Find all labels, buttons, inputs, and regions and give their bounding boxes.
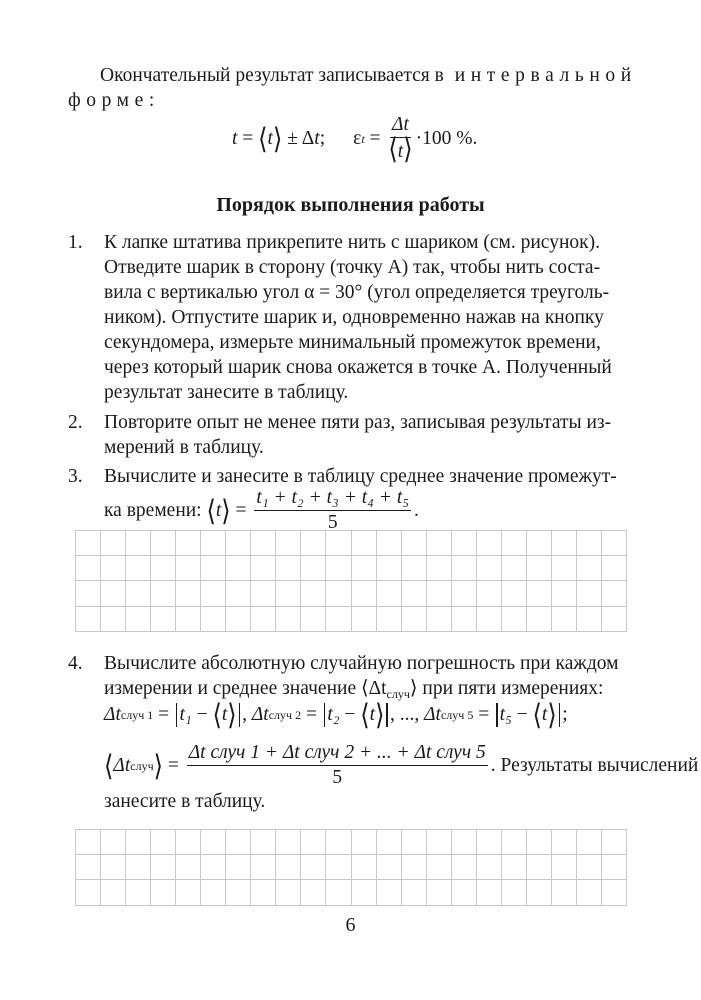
table-cell	[176, 830, 201, 855]
table-cell	[477, 880, 502, 905]
fraction-numerator: t₁ + t₂ + t₃ + t₄ + t₅	[254, 487, 411, 511]
step-2-line-1: Повторите опыт не менее пяти раз, записывая результаты из-	[104, 412, 612, 433]
table-cell	[352, 581, 377, 606]
mean-trail-text: . Результаты вычислений	[490, 755, 699, 776]
table-cell	[251, 880, 276, 905]
table-cell	[176, 556, 201, 581]
table-cell	[176, 531, 201, 556]
fraction-denominator: 5	[327, 512, 338, 533]
table-cell	[602, 880, 627, 905]
formula-mean-t: t	[267, 128, 273, 149]
mean-time-formula: ка времени: ⟨ t ⟩ = $\frac{\text{t₁ + t₂ + t₃ + t₄ + t₅}}{5}$ .	[104, 487, 419, 533]
table-cell	[301, 581, 326, 606]
table-cell	[76, 880, 101, 905]
table-cell	[101, 830, 126, 855]
table-cell	[201, 556, 226, 581]
table-cell	[326, 880, 351, 905]
table-cell	[452, 556, 477, 581]
fraction-numerator: Δt случ 1 + Δt случ 2 + ... + Δt случ 5	[187, 742, 488, 766]
relative-error-fraction: $\frac{\Delta t}{⟨t⟩}$	[388, 114, 413, 166]
formula-dt: t	[314, 128, 320, 149]
table-cell	[402, 556, 427, 581]
table-cell	[527, 855, 552, 880]
table-cell	[527, 531, 552, 556]
table-cell	[552, 581, 577, 606]
table-cell	[201, 607, 226, 632]
formula-epsilon-sub: t	[361, 131, 365, 146]
table-cell	[251, 531, 276, 556]
fraction-denominator: t	[397, 141, 404, 162]
formula-lhs: t	[215, 500, 222, 521]
mean-error-formula: ⟨ Δt случ ⟩ = $\frac{\text{Δt случ 1 + Δt случ 2 + ... + Δt случ 5}}{5}$ . Результаты вычислений	[104, 742, 699, 788]
section-title: Порядок выполнения работы	[216, 194, 485, 216]
table-cell	[276, 556, 301, 581]
table-cell	[402, 581, 427, 606]
table-cell	[201, 581, 226, 606]
table-cell	[452, 880, 477, 905]
table-cell	[352, 830, 377, 855]
table-cell	[452, 531, 477, 556]
table-cell	[477, 855, 502, 880]
table-cell	[76, 855, 101, 880]
table-cell	[352, 531, 377, 556]
table-cell	[301, 830, 326, 855]
table-cell	[602, 581, 627, 606]
step-4-number: 4.	[68, 653, 83, 674]
table-cell	[377, 607, 402, 632]
step-4-last-line: занесите в таблицу.	[104, 791, 266, 812]
dots: , ...,	[389, 704, 425, 725]
delta-t-2: Δt	[251, 704, 269, 725]
table-cell	[76, 581, 101, 606]
table-cell	[101, 556, 126, 581]
table-cell	[502, 531, 527, 556]
table-cell	[552, 556, 577, 581]
table-cell	[126, 855, 151, 880]
table-cell	[527, 556, 552, 581]
table-cell	[201, 531, 226, 556]
table-cell	[377, 830, 402, 855]
sub-1: случ 1	[120, 707, 154, 722]
table-cell	[251, 830, 276, 855]
table-cell	[452, 581, 477, 606]
table-cell	[452, 855, 477, 880]
table-cell	[477, 830, 502, 855]
table-cell	[552, 830, 577, 855]
step-1-line-4: ником). Отпустите шарик и, одновременно нажав на кнопку	[104, 307, 604, 328]
sub-5: случ 5	[440, 707, 474, 722]
table-cell	[101, 880, 126, 905]
table-cell	[502, 880, 527, 905]
table-cell	[427, 556, 452, 581]
table-cell	[126, 880, 151, 905]
step-4-text-a: измерении и среднее значение ⟨Δt	[104, 678, 387, 699]
left-angle: ⟨	[258, 124, 268, 156]
table-cell	[377, 581, 402, 606]
table-cell	[151, 556, 176, 581]
table-cell	[552, 855, 577, 880]
step-4-text-b: ⟩ при пяти измерениях:	[409, 678, 604, 699]
table-cell	[326, 830, 351, 855]
table-cell	[251, 855, 276, 880]
table-cell	[552, 531, 577, 556]
table-cell	[126, 556, 151, 581]
mean-lhs: Δt	[113, 755, 131, 776]
table-cell	[151, 855, 176, 880]
table-cell	[602, 531, 627, 556]
step-1-line-1: К лапке штатива прикрепите нить с шариком (см. рисунок).	[104, 232, 600, 253]
table-cell	[251, 556, 276, 581]
intro-line-1	[100, 64, 637, 89]
formula-semicolon: ;	[319, 128, 326, 149]
measurement-table-2	[75, 829, 627, 906]
table-cell	[577, 830, 602, 855]
table-cell	[477, 581, 502, 606]
step-1-line-7: результат занесите в таблицу.	[104, 382, 349, 403]
table-cell	[352, 880, 377, 905]
table-cell	[151, 880, 176, 905]
table-cell	[577, 880, 602, 905]
t-5: t₅	[499, 704, 512, 725]
table-cell	[326, 607, 351, 632]
table-cell	[301, 880, 326, 905]
table-cell	[502, 581, 527, 606]
table-cell	[502, 830, 527, 855]
table-cell	[101, 855, 126, 880]
sub-2: случ 2	[268, 707, 302, 722]
formula-pm: ± Δ	[282, 128, 315, 149]
table-cell	[552, 880, 577, 905]
table-cell	[151, 581, 176, 606]
table-cell	[527, 830, 552, 855]
table-cell	[502, 556, 527, 581]
table-cell	[226, 556, 251, 581]
table-cell	[602, 830, 627, 855]
fraction-numerator: Δt	[390, 114, 411, 138]
table-cell	[301, 531, 326, 556]
table-cell	[126, 830, 151, 855]
formula-end: ;	[562, 704, 568, 725]
table-cell	[126, 531, 151, 556]
table-cell	[352, 556, 377, 581]
table-cell	[76, 830, 101, 855]
table-cell	[201, 830, 226, 855]
table-cell	[126, 581, 151, 606]
intro-line-2: форме:	[68, 90, 160, 111]
table-cell	[477, 531, 502, 556]
table-cell	[276, 880, 301, 905]
formula-t: t	[232, 128, 238, 149]
table-cell	[101, 531, 126, 556]
step-1-line-6: через который шарик снова окажется в точке A. Полученный	[104, 357, 612, 378]
table-cell	[201, 855, 226, 880]
table-cell	[527, 880, 552, 905]
formula-eq: =	[237, 128, 259, 149]
delta-t-1: Δt	[104, 704, 121, 725]
step-1-line-2: Отведите шарик в сторону (точку A) так, чтобы нить соста-	[104, 257, 601, 278]
table-cell	[226, 607, 251, 632]
table-cell	[577, 581, 602, 606]
table-cell	[201, 880, 226, 905]
table-cell	[402, 855, 427, 880]
absolute-error-formula: Δt случ 1 = t₁ − ⟨ t ⟩ , Δt случ 2 = t₂ − ⟨ t ⟩ , ..., Δt случ 5 = t₅ − ⟨ t ⟩ ;	[104, 700, 568, 732]
table-cell	[176, 581, 201, 606]
table-cell	[477, 607, 502, 632]
step-2-line-2: мерений в таблицу.	[104, 437, 264, 458]
table-cell	[577, 607, 602, 632]
table-cell	[276, 607, 301, 632]
table-cell	[76, 607, 101, 632]
table-cell	[226, 880, 251, 905]
table-cell	[101, 607, 126, 632]
table-cell	[527, 607, 552, 632]
table-cell	[602, 607, 627, 632]
table-cell	[226, 830, 251, 855]
table-cell	[176, 607, 201, 632]
table-cell	[502, 855, 527, 880]
step-3-number: 3.	[68, 466, 83, 487]
table-cell	[276, 531, 301, 556]
intro-spaced-word: интервальной	[454, 65, 637, 86]
table-cell	[452, 830, 477, 855]
table-cell	[602, 855, 627, 880]
mean-lhs-sub: случ	[130, 758, 154, 773]
table-cell	[427, 830, 452, 855]
table-cell	[301, 556, 326, 581]
table-cell	[427, 581, 452, 606]
table-cell	[226, 855, 251, 880]
table-cell	[101, 581, 126, 606]
table-cell	[276, 581, 301, 606]
table-cell	[151, 607, 176, 632]
t-2: t₂	[327, 704, 340, 725]
table-cell	[326, 581, 351, 606]
table-cell	[301, 855, 326, 880]
mean-error-fraction	[187, 742, 488, 790]
step-4-line-1: Вычислите абсолютную случайную погрешность при каждом	[104, 653, 619, 674]
table-cell	[402, 607, 427, 632]
mean-time-fraction	[254, 487, 411, 535]
formula-prefix: ка времени:	[104, 500, 207, 521]
t-1: t₁	[179, 704, 192, 725]
table-cell	[577, 855, 602, 880]
table-cell	[602, 556, 627, 581]
table-cell	[176, 855, 201, 880]
measurement-table-1	[75, 530, 627, 632]
table-cell	[452, 607, 477, 632]
formula-percent: ·100 %.	[415, 128, 478, 149]
step-3-line-1: Вычислите и занесите в таблицу среднее значение промежут-	[104, 466, 617, 487]
table-cell	[377, 880, 402, 905]
table-cell	[552, 607, 577, 632]
table-cell	[352, 607, 377, 632]
table-cell	[301, 607, 326, 632]
table-cell	[151, 830, 176, 855]
table-cell	[402, 830, 427, 855]
table-cell	[502, 607, 527, 632]
table-cell	[76, 556, 101, 581]
table-cell	[577, 556, 602, 581]
table-cell	[126, 607, 151, 632]
table-cell	[276, 830, 301, 855]
intro-text: Окончательный результат записывается в	[100, 65, 444, 86]
table-cell	[151, 531, 176, 556]
table-cell	[377, 556, 402, 581]
table-cell	[427, 607, 452, 632]
table-cell	[527, 581, 552, 606]
table-cell	[377, 531, 402, 556]
table-cell	[176, 880, 201, 905]
table-cell	[251, 581, 276, 606]
step-4-sub: случ	[386, 687, 410, 701]
step-1-number: 1.	[68, 232, 83, 253]
table-cell	[427, 855, 452, 880]
interval-formula: t = ⟨ t ⟩ ± Δ t ; ε t = $\frac{\Delta t}{⟨t⟩}$ ·100 %.	[232, 114, 478, 166]
table-cell	[226, 531, 251, 556]
table-cell	[276, 855, 301, 880]
right-angle: ⟩	[272, 124, 283, 156]
table-cell	[577, 531, 602, 556]
table-cell	[76, 531, 101, 556]
table-cell	[402, 880, 427, 905]
page-number: 6	[345, 914, 356, 936]
table-cell	[477, 556, 502, 581]
table-cell	[427, 531, 452, 556]
delta-t-5: Δt	[424, 704, 441, 725]
step-1-line-3: вила с вертикалью угол α = 30° (угол определяется треуголь-	[104, 282, 610, 303]
table-cell	[352, 855, 377, 880]
step-2-number: 2.	[68, 412, 83, 433]
fraction-denominator: 5	[332, 767, 343, 788]
table-cell	[251, 607, 276, 632]
table-cell	[326, 531, 351, 556]
table-cell	[326, 556, 351, 581]
table-cell	[377, 855, 402, 880]
table-cell	[326, 855, 351, 880]
formula-epsilon: ε	[353, 128, 362, 149]
step-1-line-5: секундомера, измерьте минимальный промежуток времени,	[104, 332, 601, 353]
table-cell	[427, 880, 452, 905]
table-cell	[226, 581, 251, 606]
formula-end: .	[414, 500, 419, 521]
table-cell	[402, 531, 427, 556]
